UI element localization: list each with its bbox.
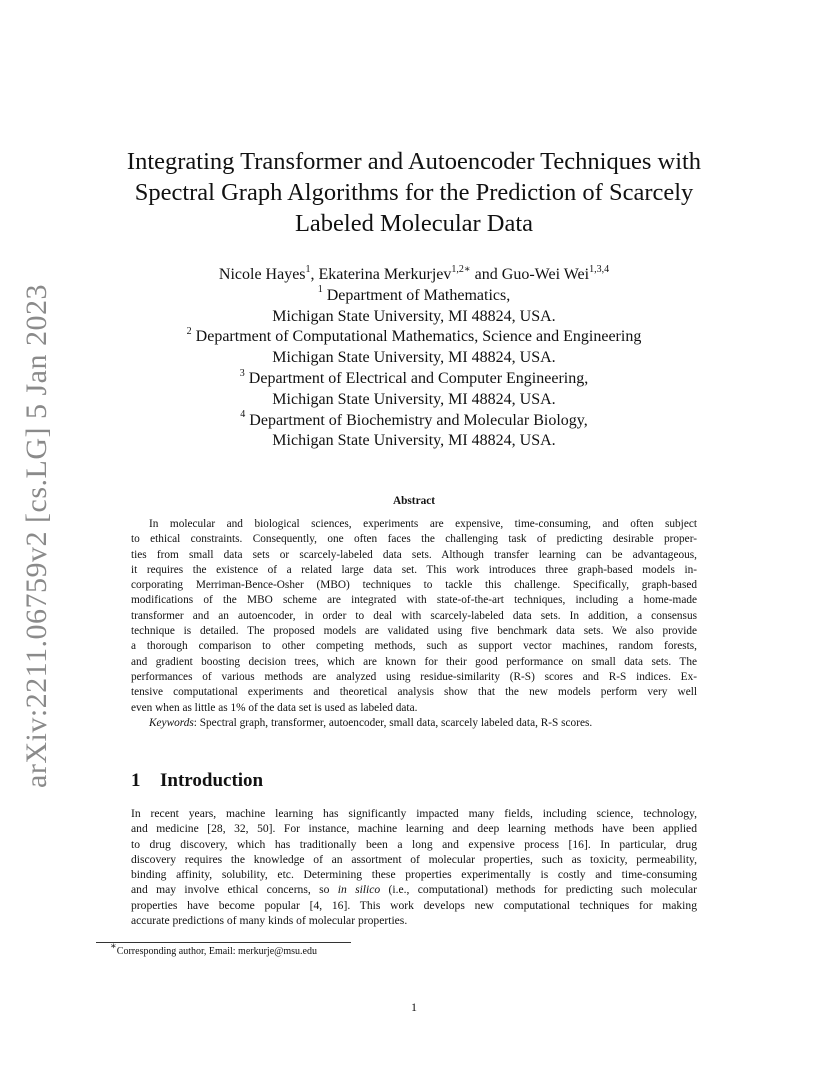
affiliation-department-text: Department of Electrical and Computer Engineering, (244, 369, 589, 387)
footnote (110, 940, 317, 957)
intro-line (131, 882, 697, 897)
footnote-text: Corresponding author, Email: merkurje@msu.edu (116, 946, 317, 957)
section-number: 1 (131, 770, 141, 791)
abstract-heading: Abstract (392, 495, 436, 507)
author-affiliation-mark: 1,2∗ (451, 263, 471, 275)
intro-line: accurate predictions of many kinds of molecular properties. (131, 914, 408, 928)
author-list (96, 265, 732, 286)
affiliation-university: Michigan State University, MI 48824, USA. (272, 307, 556, 325)
affiliation-university: Michigan State University, MI 48824, USA. (272, 390, 556, 408)
introduction-body (131, 806, 697, 928)
intro-line: and medicine [28, 32, 50]. For instance, machine learning and deep learning methods have been applied (131, 822, 697, 836)
affiliation-department-text: Department of Biochemistry and Molecular Biology, (245, 411, 588, 429)
affiliation-department (96, 369, 732, 390)
abstract-line: it requires the existence of a related large data set. This work introduces three graph-based models in- (131, 563, 697, 576)
abstract-line: tensive computational experiments and theoretical analysis show that the new models perform very well (131, 686, 697, 699)
keywords-text: : Spectral graph, transformer, autoencoder, small data, scarcely labeled data, R-S scores. (193, 716, 593, 729)
arxiv-identifier-text: arXiv:2211.06759v2 [cs.LG] 5 Jan 2023 (20, 284, 53, 788)
section-title: Introduction (160, 770, 264, 791)
abstract-line: transformer and an autoencoder, in order to deal with scarcely-labeled data sets. In addition, a consensus (131, 609, 697, 622)
keywords-line (131, 716, 697, 731)
abstract-line: a thorough comparison to other competing methods, such as support vector machines, random forests, (131, 640, 697, 653)
affiliation-mark: 3 (239, 367, 245, 379)
intro-text: and may involve ethical concerns, so (131, 883, 338, 897)
title-line: Spectral Graph Algorithms for the Prediction of Scarcely (134, 179, 694, 206)
footnote-divider (96, 942, 351, 943)
abstract-body (131, 517, 697, 731)
keywords-label: Keywords (149, 716, 194, 729)
author-affiliation-mark: 1 (305, 263, 311, 275)
intro-emphasis: in silico (337, 883, 381, 897)
intro-line: discovery requires the knowledge of an assortment of molecular properties, such as toxicity, permeability, (131, 852, 697, 866)
author-block (96, 265, 732, 452)
author-separator: and (470, 266, 502, 283)
title-line: Labeled Molecular Data (294, 210, 534, 237)
author-name: Guo-Wei Wei (501, 266, 590, 283)
affiliation-mark: 4 (240, 409, 246, 421)
affiliation-university: Michigan State University, MI 48824, USA. (272, 432, 556, 450)
abstract-line: and gradient boosting decision trees, which are known for their good performance on small data sets. The (131, 655, 697, 668)
intro-line: properties have become popular [4, 16]. This work develops new computational techniques for making (131, 898, 697, 912)
intro-line: to drug discovery, which has traditionally been a long and expensive process [16]. In particular, drug (131, 837, 697, 851)
affiliation-university: Michigan State University, MI 48824, USA. (272, 349, 556, 367)
author-separator: , (310, 266, 319, 283)
author-name: Nicole Hayes (218, 266, 306, 283)
affiliation-department-text: Department of Computational Mathematics, Science and Engineering (191, 328, 642, 346)
abstract-line: In molecular and biological sciences, experiments are expensive, time-consuming, and often subject (149, 518, 697, 530)
paper-title (96, 146, 732, 239)
title-line: Integrating Transformer and Autoencoder Techniques with (126, 148, 702, 175)
author-name: Ekaterina Merkurjev (318, 266, 452, 283)
abstract-line: corporating Merriman-Bence-Osher (MBO) techniques to tackle this challenge. Specifically, graph-based (131, 579, 697, 592)
abstract-line: technique is detailed. The proposed models are validated using five benchmark data sets. We also provide (131, 625, 697, 638)
abstract-line: performances of various methods are analyzed using residue-similarity (R-S) scores and R-S indices. Ex- (131, 670, 697, 683)
affiliation-mark: 2 (186, 326, 192, 338)
affiliation-department (96, 286, 732, 307)
affiliation-department-text: Department of Mathematics, (322, 286, 511, 304)
abstract-line: modifications of the MBO scheme are integrated with state-of-the-art techniques, including a home-made (131, 594, 697, 607)
affiliation-department (96, 327, 732, 348)
affiliation-department (96, 411, 732, 432)
intro-text: (i.e., computational) methods for predicting such molecular (380, 883, 697, 897)
abstract-line: even when as little as 1% of the data set is used as labeled data. (131, 701, 418, 714)
footnote-mark: ∗ (110, 940, 117, 952)
page-number: 1 (411, 1000, 417, 1014)
section-heading-introduction (131, 770, 263, 792)
author-affiliation-mark: 1,3,4 (589, 263, 610, 275)
intro-line: In recent years, machine learning has significantly impacted many fields, including science, technology, (131, 807, 697, 820)
intro-line: binding affinity, solubility, etc. Determining these properties experimentally is costly and time-consuming (131, 868, 697, 882)
abstract-line: to ethical constraints. Consequently, one often faces the challenging task of predicting desirable proper- (131, 533, 697, 546)
abstract-line: ties from small data sets or scarcely-labeled data sets. Although transfer learning can be advantageous, (131, 548, 697, 561)
affiliation-mark: 1 (317, 284, 323, 296)
